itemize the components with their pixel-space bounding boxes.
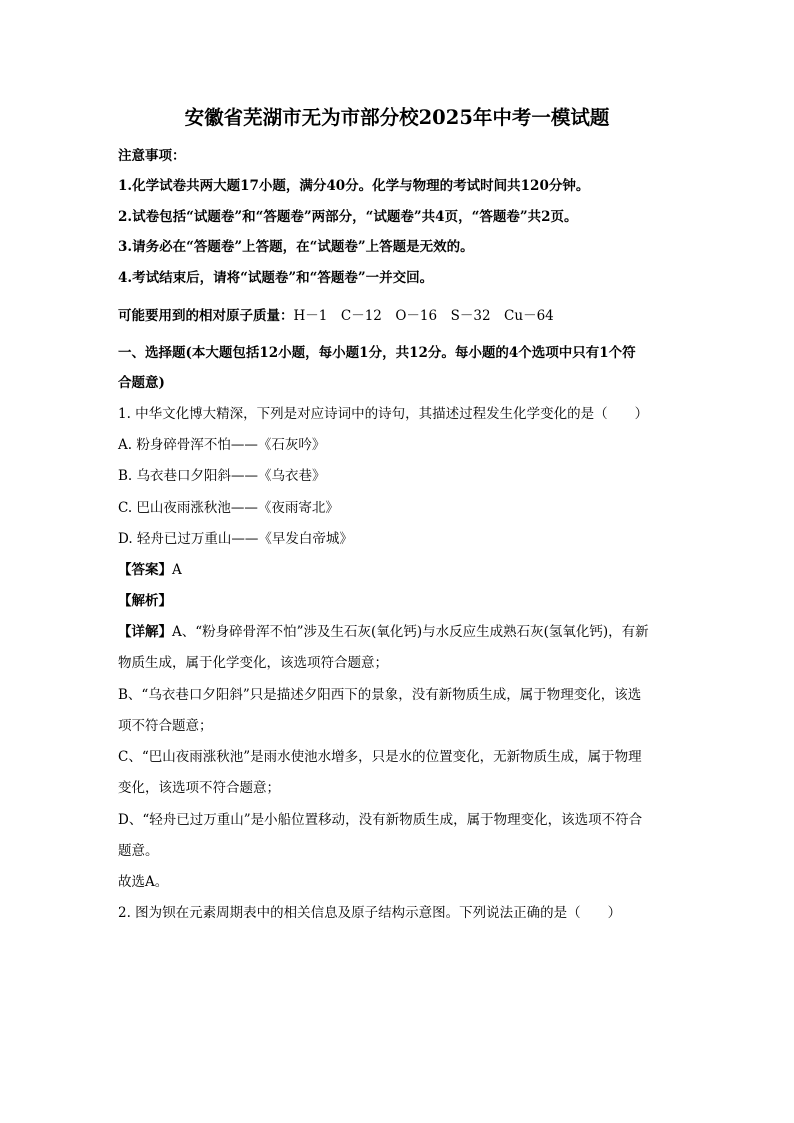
atomic-mass-values: H－1 C－12 O－16 S－32 Cu－64 (293, 308, 554, 324)
q2-stem: 2. 图为钡在元素周期表中的相关信息及原子结构示意图。下列说法正确的是（ ） (118, 905, 622, 921)
q1-option-d: D. 轻舟已过万重山——《早发白帝城》 (118, 531, 353, 547)
q1-stem: 1. 中华文化博大精深，下列是对应诗词中的诗句，其描述过程发生化学变化的是（ ） (118, 406, 649, 422)
answer-value: A (172, 562, 182, 578)
note-3: 3.请务必在“答题卷”上答题，在“试题卷”上答题是无效的。 (118, 239, 474, 255)
explanation-text: A、“粉身碎骨浑不怕”涉及生石灰(氧化钙)与水反应生成熟石灰(氢氧化钙)，有新 (172, 624, 649, 640)
explanation-line-3: B、“乌衣巷口夕阳斜”只是描述夕阳西下的景象，没有新物质生成，属于物理变化，该选 (118, 687, 642, 703)
atomic-mass-line (118, 306, 676, 326)
notes-heading: 注意事项： (118, 148, 186, 164)
section1-heading-cont: 合题意) (118, 375, 165, 391)
q1-conclusion: 故选A。 (118, 874, 169, 890)
explanation-line-8: 题意。 (118, 843, 159, 859)
explanation-line-6: 变化，该选项不符合题意； (118, 780, 280, 796)
explanation-line-7: D、“轻舟已过万重山”是小船位置移动，没有新物质生成，属于物理变化，该选项不符合 (118, 812, 643, 828)
explanation-line-5: C、“巴山夜雨涨秋池”是雨水使池水增多，只是水的位置变化，无新物质生成，属于物理 (118, 749, 642, 765)
q1-option-b: B. 乌衣巷口夕阳斜——《乌衣巷》 (118, 468, 326, 484)
detail-tag: 【详解】 (118, 624, 172, 640)
explanation-line-1 (118, 622, 676, 642)
note-2: 2.试卷包括“试题卷”和“答题卷”两部分，“试题卷”共4页，“答题卷”共2页。 (118, 209, 578, 225)
atomic-mass-label: 可能要用到的相对原子质量： (118, 308, 294, 324)
page-title: 安徽省芜湖市无为市部分校2025年中考一模试题 (184, 106, 610, 129)
analysis-tag: 【解析】 (118, 593, 172, 609)
q1-option-c: C. 巴山夜雨涨秋池——《夜雨寄北》 (118, 500, 339, 516)
section1-heading: 一、选择题(本大题包括12小题，每小题1分，共12分。每小题的4个选项中只有1个符 (118, 345, 636, 361)
answer-tag: 【答案】 (118, 562, 172, 578)
note-4: 4.考试结束后，请将“试题卷”和“答题卷”一并交回。 (118, 270, 434, 286)
q1-answer-line (118, 560, 676, 580)
note-1: 1.化学试卷共两大题17小题，满分40分。化学与物理的考试时间共120分钟。 (118, 178, 590, 194)
explanation-line-2: 物质生成，属于化学变化，该选项符合题意； (118, 655, 388, 671)
q1-option-a: A. 粉身碎骨浑不怕——《石灰吟》 (118, 437, 326, 453)
explanation-line-4: 项不符合题意； (118, 718, 213, 734)
